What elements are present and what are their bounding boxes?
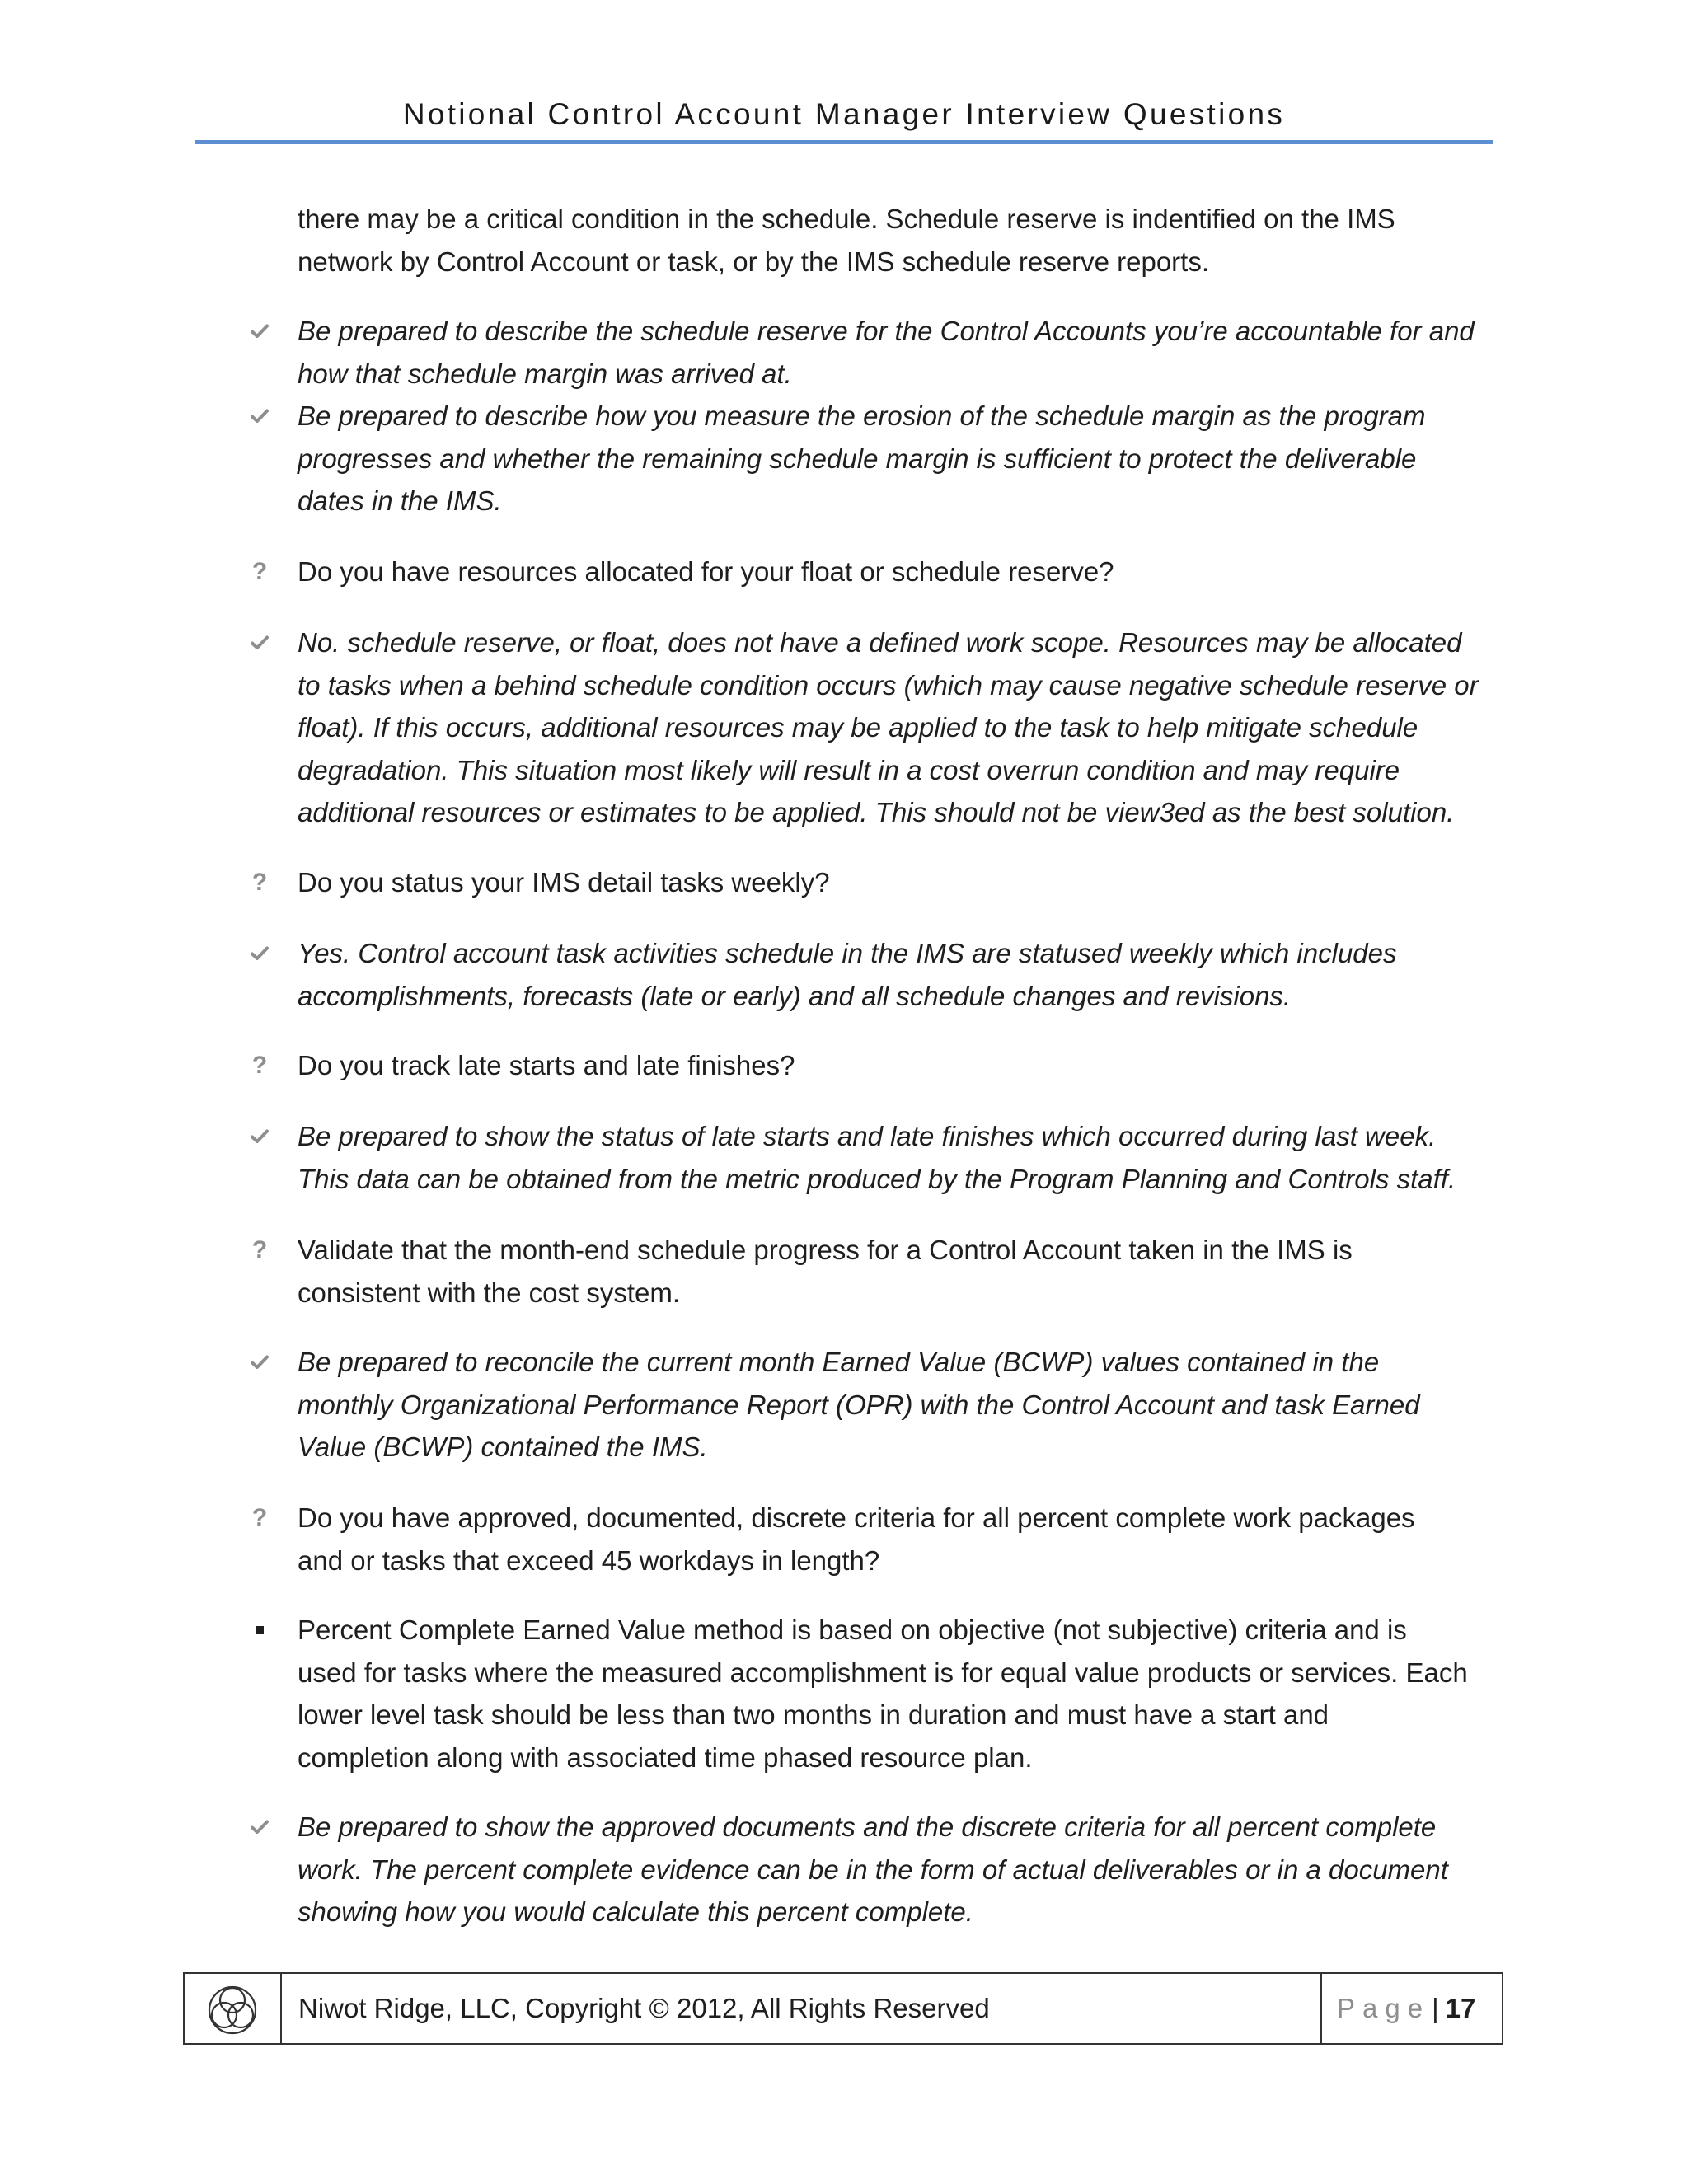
- question-paragraph: [298, 1044, 1501, 1087]
- answer-paragraph: [298, 310, 1501, 395]
- question-mark-bullet-icon: ?: [251, 558, 268, 585]
- checkmark-bullet-icon: [249, 932, 270, 974]
- header-rule: [195, 140, 1493, 144]
- page-footer: [183, 1972, 1503, 2045]
- page-label: Page: [1337, 1993, 1431, 2023]
- page-header-title: Notional Control Account Manager Interview Questions: [402, 97, 1286, 131]
- paragraph-line: completion along with associated time phased resource plan.: [298, 1741, 1033, 1773]
- answer-paragraph: [298, 1115, 1501, 1200]
- paragraph-line: Do you status your IMS detail tasks weekly?: [298, 867, 830, 898]
- question-paragraph: [298, 1497, 1501, 1582]
- paragraph-line: dates in the IMS.: [298, 485, 502, 516]
- paragraph-line: Be prepared to show the status of late starts and late finishes which occurred during last week.: [298, 1121, 1437, 1151]
- paragraph-line: Do you track late starts and late finishes?: [298, 1050, 795, 1080]
- question-paragraph: [298, 551, 1501, 593]
- answer-paragraph: [298, 621, 1501, 834]
- paragraph-line: additional resources or estimates to be applied. This should not be view3ed as the best solution.: [298, 797, 1455, 827]
- paragraph-line: Value (BCWP) contained the IMS.: [298, 1432, 708, 1462]
- paragraph-line: lower level task should be less than two months in duration and must have a start and: [298, 1699, 1329, 1730]
- paragraph-line: Do you have resources allocated for your float or schedule reserve?: [298, 556, 1114, 587]
- paragraph-line: how that schedule margin was arrived at.: [298, 358, 792, 389]
- question-mark-bullet-icon: ?: [251, 1504, 268, 1531]
- paragraph-line: showing how you would calculate this percent complete.: [298, 1896, 973, 1927]
- square-bullet-icon: [249, 1609, 270, 1651]
- body-paragraph: [298, 1609, 1501, 1779]
- paragraph-line: accomplishments, forecasts (late or early) and all schedule changes and revisions.: [298, 980, 1292, 1011]
- body-paragraph: [298, 198, 1501, 283]
- paragraph-line: progresses and whether the remaining schedule margin is sufficient to protect the deliverable: [298, 443, 1417, 474]
- paragraph-line: No. schedule reserve, or float, does not have a defined work scope. Resources may be allocated: [298, 627, 1462, 658]
- paragraph-line: degradation. This situation most likely will result in a cost overrun condition and may require: [298, 754, 1400, 785]
- paragraph-line: Be prepared to show the approved documents and the discrete criteria for all percent complete: [298, 1811, 1437, 1842]
- paragraph-line: consistent with the cost system.: [298, 1277, 681, 1308]
- checkmark-bullet-icon: [249, 621, 270, 663]
- paragraph-line: work. The percent complete evidence can be in the form of actual deliverables or in a document: [298, 1854, 1448, 1885]
- paragraph-line: Be prepared to reconcile the current month Earned Value (BCWP) values contained in the: [298, 1347, 1380, 1377]
- footer-logo-cell: [185, 1974, 282, 2043]
- question-paragraph: [298, 1229, 1501, 1314]
- answer-paragraph: [298, 1341, 1501, 1469]
- checkmark-bullet-icon: [249, 310, 270, 352]
- footer-copyright: Niwot Ridge, LLC, Copyright © 2012, All Rights Reserved: [282, 1974, 1322, 2043]
- question-mark-bullet-icon: ?: [251, 1236, 268, 1263]
- question-paragraph: [298, 861, 1501, 904]
- paragraph-line: network by Control Account or task, or by the IMS schedule reserve reports.: [298, 246, 1209, 277]
- checkmark-bullet-icon: [249, 395, 270, 437]
- paragraph-line: monthly Organizational Performance Report (OPR) with the Control Account and task Earned: [298, 1389, 1420, 1420]
- checkmark-bullet-icon: [249, 1341, 270, 1383]
- paragraph-line: This data can be obtained from the metric produced by the Program Planning and Controls staff.: [298, 1163, 1456, 1194]
- paragraph-line: and or tasks that exceed 45 workdays in length?: [298, 1544, 880, 1576]
- page-separator: |: [1432, 1993, 1439, 2023]
- answer-paragraph: [298, 1806, 1501, 1933]
- paragraph-line: Percent Complete Earned Value method is based on objective (not subjective) criteria and is: [298, 1615, 1407, 1645]
- paragraph-line: there may be a critical condition in the schedule. Schedule reserve is indentified on the IMS: [298, 204, 1395, 234]
- interlocking-rings-logo-icon: [206, 1982, 259, 2035]
- paragraph-line: Be prepared to describe how you measure the erosion of the schedule margin as the program: [298, 401, 1426, 431]
- checkmark-bullet-icon: [249, 1806, 270, 1848]
- paragraph-line: Do you have approved, documented, discrete criteria for all percent complete work packages: [298, 1502, 1415, 1533]
- page-number: 17: [1445, 1993, 1476, 2023]
- answer-paragraph: [298, 395, 1501, 523]
- paragraph-line: float). If this occurs, additional resources may be applied to the task to help mitigate schedule: [298, 712, 1418, 743]
- question-mark-bullet-icon: ?: [251, 869, 268, 896]
- paragraph-line: Yes. Control account task activities schedule in the IMS are statused weekly which includes: [298, 938, 1397, 968]
- paragraph-line: used for tasks where the measured accomplishment is for equal value products or services. Each: [298, 1657, 1468, 1688]
- paragraph-line: Be prepared to describe the schedule reserve for the Control Accounts you’re accountable for and: [298, 316, 1475, 346]
- answer-paragraph: [298, 932, 1501, 1017]
- paragraph-line: Validate that the month-end schedule progress for a Control Account taken in the IMS is: [298, 1235, 1353, 1265]
- question-mark-bullet-icon: ?: [251, 1052, 268, 1079]
- checkmark-bullet-icon: [249, 1115, 270, 1157]
- paragraph-line: to tasks when a behind schedule condition occurs (which may cause negative schedule reserve or: [298, 669, 1479, 701]
- footer-page-number: [1322, 1974, 1502, 2043]
